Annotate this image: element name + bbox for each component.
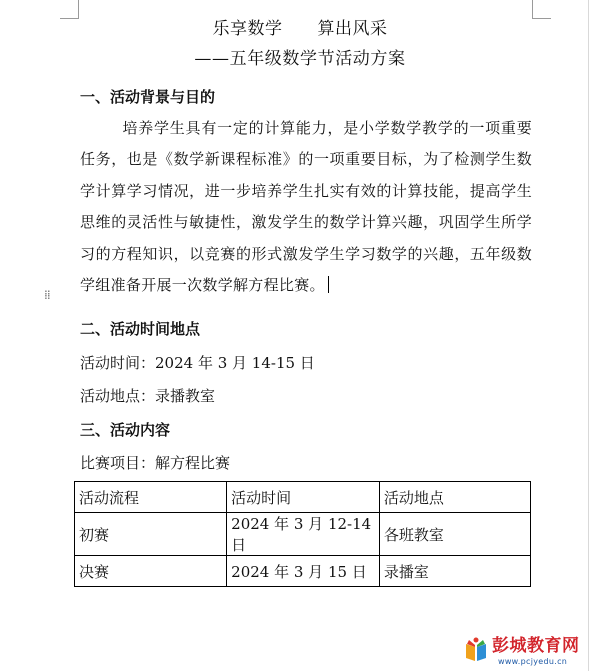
table-row — [75, 556, 531, 587]
table-header-cell: 活动时间 — [227, 482, 380, 513]
section-heading-content: 三、活动内容 — [80, 421, 171, 439]
site-watermark — [464, 636, 594, 668]
table-header-row — [75, 482, 531, 513]
table-cell: 录播室 — [379, 556, 530, 587]
page-edge — [588, 0, 589, 671]
table-cell: 各班教室 — [379, 513, 530, 556]
table-header-cell: 活动地点 — [379, 482, 530, 513]
section-heading-background: 一、活动背景与目的 — [80, 88, 216, 106]
watermark-url: www.pcjyedu.cn — [498, 657, 568, 666]
background-paragraph-text: 培养学生具有一定的计算能力，是小学数学教学的一项重要任务，也是《数学新课程标准》的一项重要目标，为了检测学生数学计算学习情况，进一步培养学生扎实有效的计算技能，提高学生思维的灵活性与敏捷性，激发学生的数学计算兴趣，巩固学生所学习的方程知识，以竞赛的形式激发学生学习数学的兴趣，五年级数学组准备开展一次数学解方程比赛。 — [80, 119, 532, 295]
table-cell: 2024 年 3 月 12-14 日 — [227, 513, 380, 556]
table-cell: 初赛 — [75, 513, 227, 556]
watermark-brand: 彭城教育网 — [492, 636, 580, 656]
activity-time-line: 活动时间：2024 年 3 月 14-15 日 — [80, 354, 315, 372]
table-header-cell: 活动流程 — [75, 482, 227, 513]
drag-handle-icon[interactable]: ⁞⁞ — [44, 288, 50, 302]
table-cell: 2024 年 3 月 15 日 — [227, 556, 380, 587]
activity-place-line: 活动地点：录播教室 — [80, 387, 216, 405]
table-row — [75, 513, 531, 556]
document-title: 乐享数学 算出风采 — [212, 19, 388, 39]
table-cell: 决赛 — [75, 556, 227, 587]
background-paragraph[interactable] — [80, 113, 532, 301]
document-subtitle: ——五年级数学节活动方案 — [194, 49, 406, 69]
competition-project-line: 比赛项目：解方程比赛 — [80, 454, 231, 472]
book-logo-icon — [464, 636, 488, 662]
section-heading-time-place: 二、活动时间地点 — [80, 320, 201, 338]
schedule-table — [74, 481, 531, 587]
text-cursor — [328, 276, 330, 293]
